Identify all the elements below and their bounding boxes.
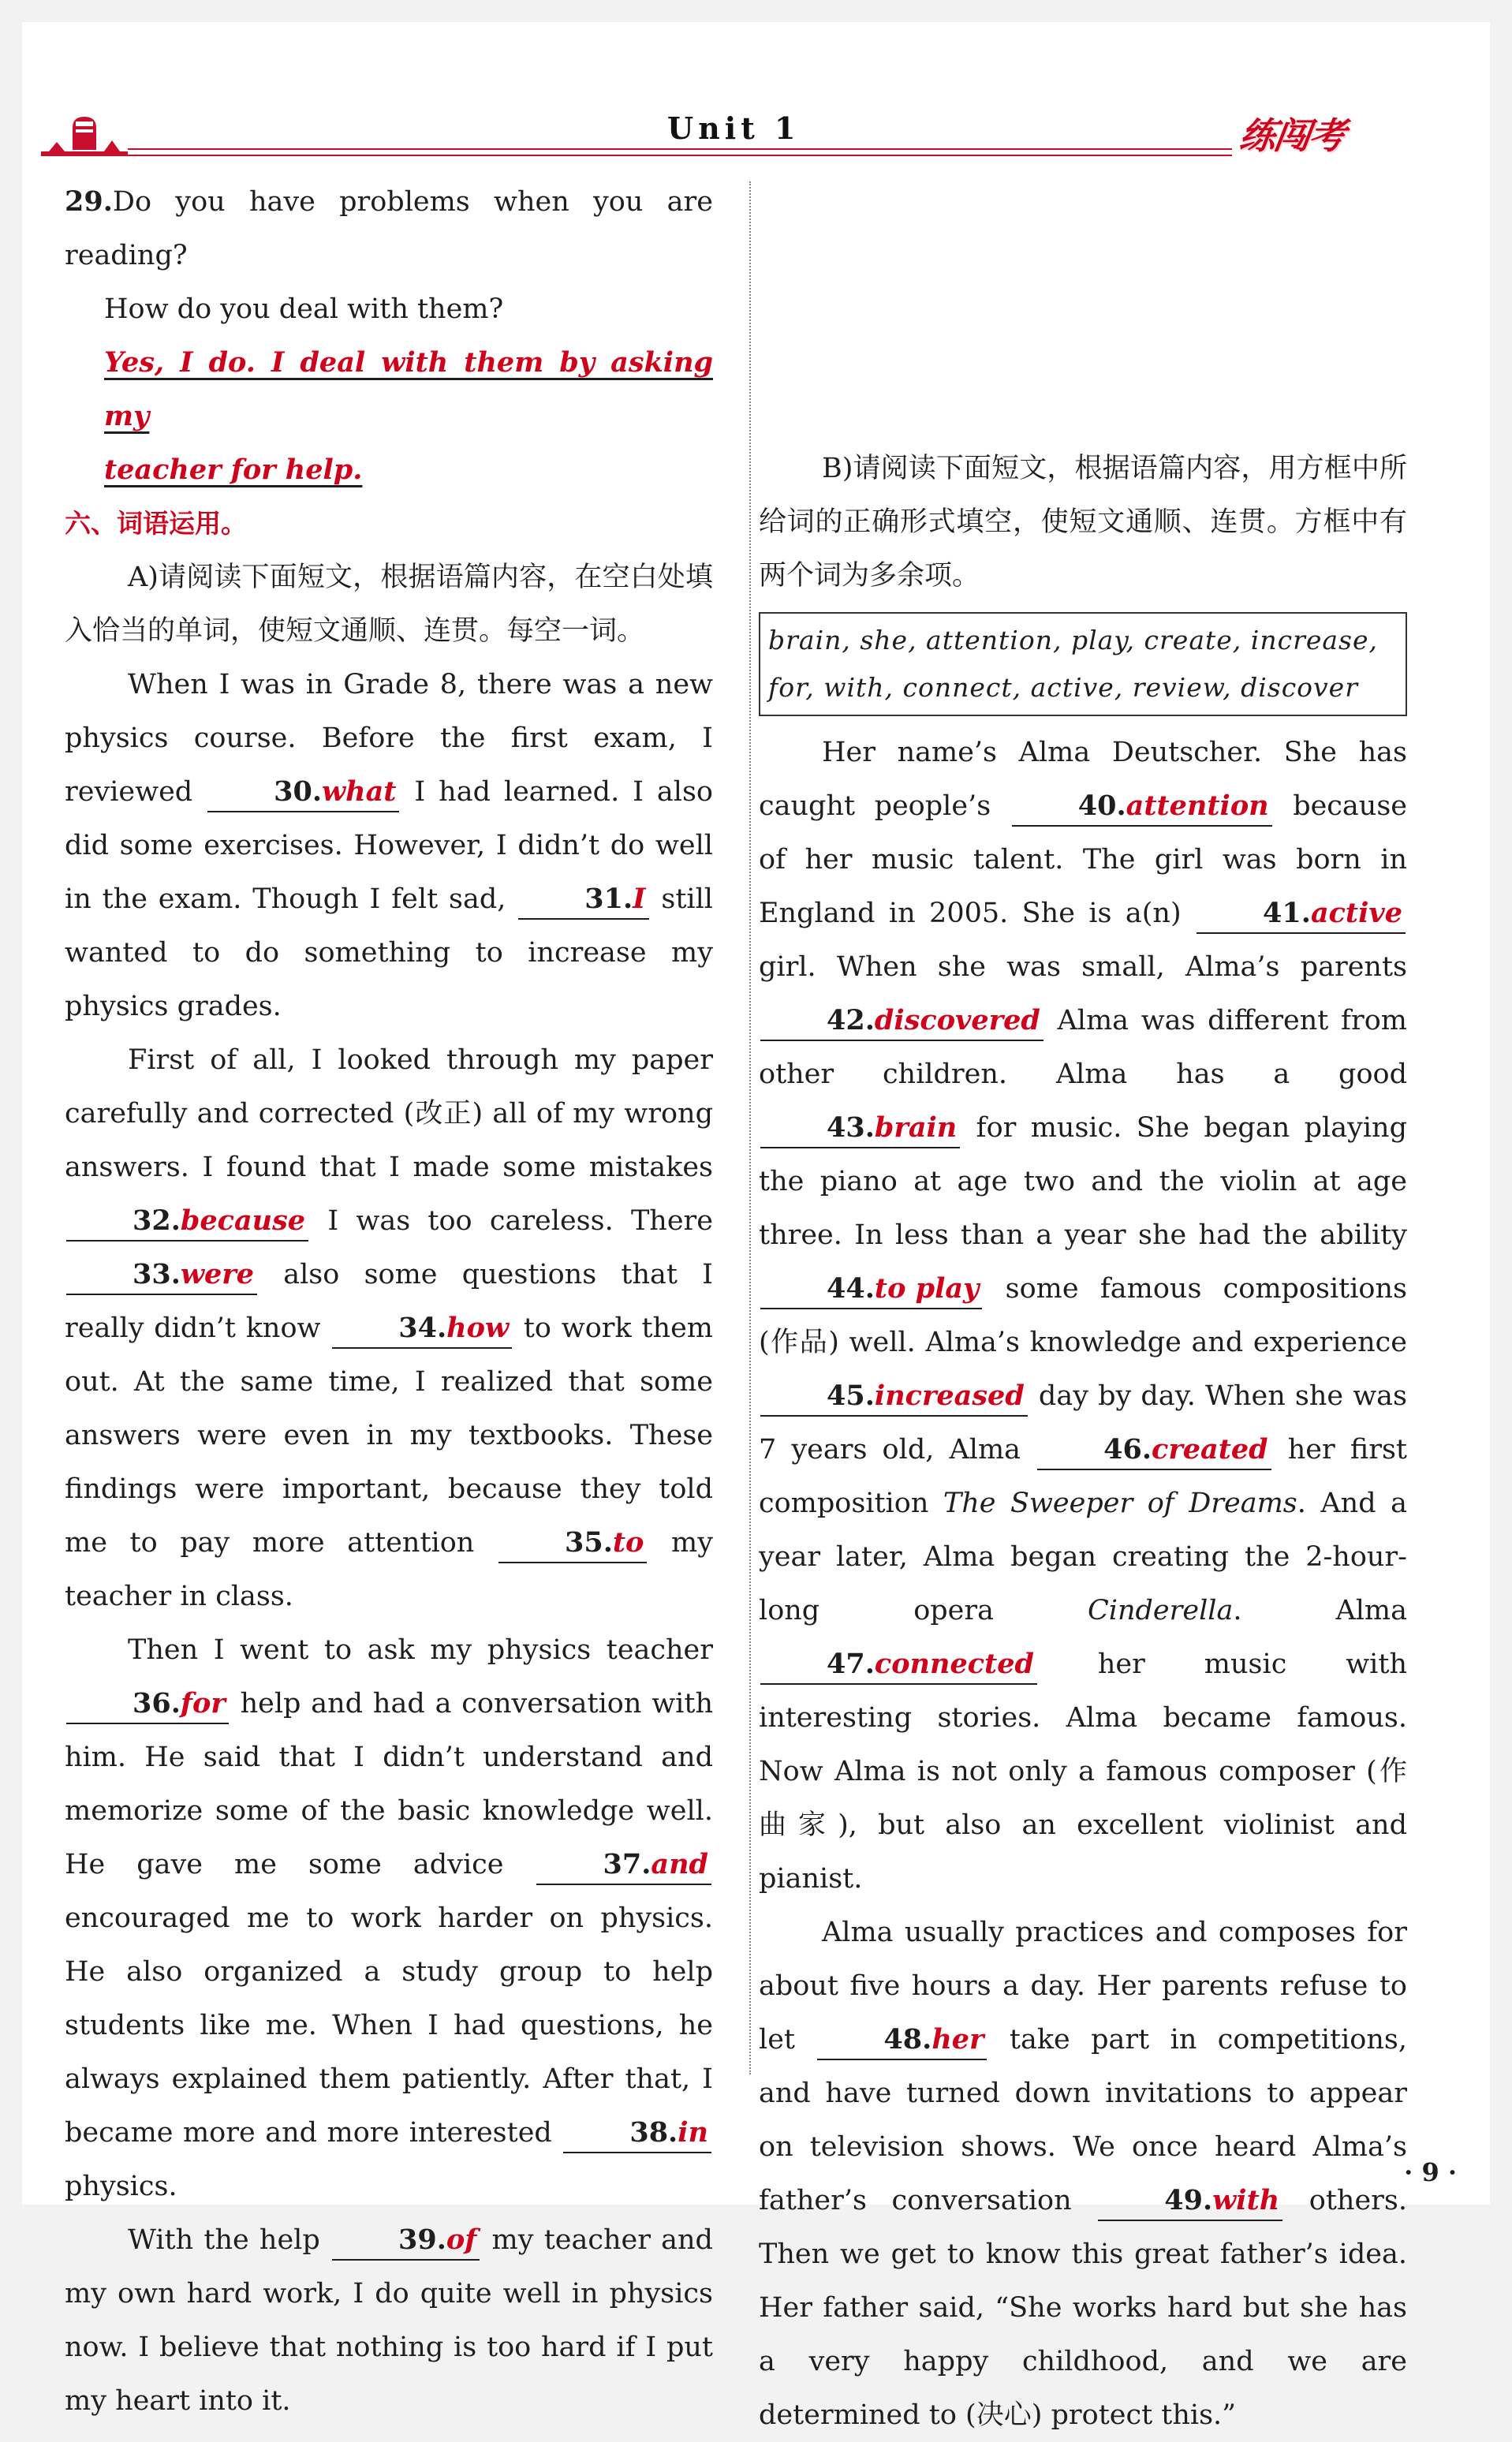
header-rule — [128, 148, 1232, 156]
section-title: 六、词语运用。 — [65, 508, 247, 539]
question-text-line1: Do you have problems when you are reading? — [65, 186, 713, 271]
answer-blank[interactable]: 41.active — [1197, 894, 1406, 934]
word-box — [759, 612, 1407, 716]
part-b-paragraph-1: Her name’s Alma Deutscher. She has caught people’s 40.attention because of her music talent. The girl was born in England in 2005. She is a(n) 41.active girl. When she was small, Alma’s parents 42.discovered Alma was different from other children. Alma has a good 43.brain for music. She began playing the piano at age two and the violin at age three. In less than a year she had the ability 44.to play some famous compositions (作品) well. Alma’s knowledge and experience 45.increased day by day. When she was 7 years old, Alma 46.created her first composition The Sweeper of Dreams. And a year later, Alma began creating the 2-hour-long opera Cinderella. Alma 47.connected her music with interesting stories. Alma became famous. Now Alma is not only a famous composer (作曲家), but also an excellent violinist and pianist. — [759, 737, 1407, 1895]
unit-title: Unit 1 — [656, 110, 811, 146]
answer-blank[interactable]: 40.attention — [1012, 787, 1272, 827]
answer-blank[interactable]: 30.what — [207, 773, 399, 812]
answer-blank[interactable]: 36.for — [66, 1685, 229, 1724]
answer-blank[interactable]: 31.I — [518, 880, 648, 920]
answer-blank[interactable]: 34.how — [332, 1309, 512, 1349]
column-divider — [749, 181, 751, 2074]
part-a-paragraph-1: When I was in Grade 8, there was a new physics course. Before the first exam, I reviewed 30.what I had learned. I also did some exercises. However, I didn’t do well in the exam. Though I felt sad, 31.I still wanted to do something to increase my physics grades. — [65, 669, 713, 1022]
answer-blank[interactable]: 33.were — [66, 1256, 257, 1295]
question-29 — [65, 175, 713, 282]
word-box-line2: for, with, connect, active, review, discover — [768, 672, 1358, 703]
answer-blank[interactable]: 32.because — [66, 1202, 308, 1242]
question-number: 29. — [65, 185, 113, 218]
answer-blank[interactable]: 42.discovered — [760, 1002, 1043, 1041]
part-b-paragraph-2: Alma usually practices and composes for about five hours a day. Her parents refuse to let 48.her take part in competitions, and have turned down invitations to appear on television shows. We once heard Alma’s father’s conversation 49.with others. Then we get to know this great father’s idea. Her father said, “She works hard but she has a very happy childhood, and we are determined to (决心) protect this.” — [759, 1917, 1407, 2431]
left-column — [65, 175, 713, 2428]
brand-logo: 练闯考 — [1236, 114, 1347, 157]
answer-blank[interactable]: 39.of — [332, 2221, 480, 2261]
part-a-paragraph-2: First of all, I looked through my paper carefully and corrected (改正) all of my wrong answers. I found that I made some mistakes 32.because I was too careless. There 33.were also some questions that I really didn’t know 34.how to work them out. At the same time, I realized that some answers were even in my textbooks. These findings were important, because they told me to pay more attention 35.to my teacher in class. — [65, 1044, 713, 1612]
answer-blank[interactable]: 38.in — [563, 2114, 711, 2153]
part-a-paragraph-4: With the help 39.of my teacher and my own hard work, I do quite well in physics now. I believe that nothing is too hard if I put my heart into it. — [65, 2213, 713, 2428]
fist-logo-icon — [41, 110, 128, 161]
answer-blank[interactable]: 49.with — [1098, 2182, 1282, 2221]
answer-blank[interactable]: 43.brain — [760, 1109, 960, 1148]
part-a-instruction: A)请阅读下面短文，根据语篇内容，在空白处填入恰当的单词，使短文通顺、连贯。每空一词。 — [65, 562, 713, 647]
answer-blank[interactable]: 35.to — [498, 1524, 647, 1563]
word-box-line1: brain, she, attention, play, create, increase, — [768, 625, 1378, 655]
answer-blank[interactable]: 46.created — [1037, 1431, 1271, 1470]
answer-blank[interactable]: 37.and — [536, 1846, 711, 1885]
answer-line1: Yes, I do. I deal with them by asking my — [104, 346, 713, 432]
part-b-instruction: B)请阅读下面短文，根据语篇内容，用方框中所给词的正确形式填空，使短文通顺、连贯。方框中有两个词为多余项。 — [759, 453, 1407, 592]
page-header — [41, 110, 1406, 166]
part-a-paragraph-3: Then I went to ask my physics teacher 36.for help and had a conversation with him. He said that I didn’t understand and memorize some of the basic knowledge well. He gave me some advice 37.and encouraged me to work harder on physics. He also organized a study group to help students like me. When I had questions, he always explained them patiently. After that, I became more and more interested 38.in physics. — [65, 1634, 713, 2202]
right-column — [759, 442, 1407, 2442]
answer-blank[interactable]: 44.to play — [760, 1270, 982, 1309]
answer-blank[interactable]: 48.her — [817, 2021, 987, 2060]
answer-blank[interactable]: 45.increased — [760, 1377, 1028, 1417]
answer-blank[interactable]: 47.connected — [760, 1645, 1037, 1685]
page-number: · 9 · — [1404, 2157, 1457, 2187]
answer-line2: teacher for help. — [104, 454, 363, 486]
question-text-line2: How do you deal with them? — [104, 293, 504, 325]
